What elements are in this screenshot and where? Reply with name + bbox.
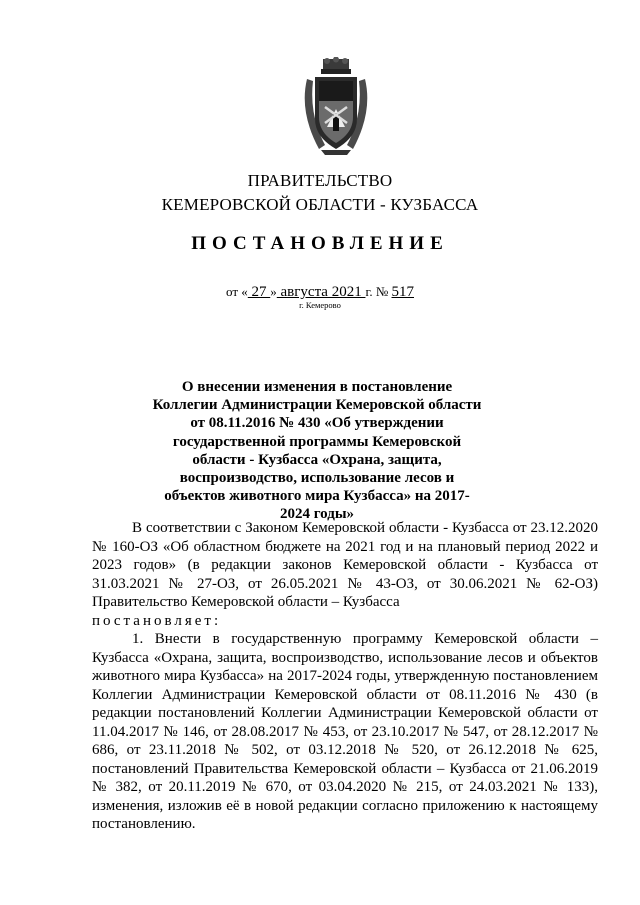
date-month-year: августа 2021 bbox=[276, 284, 366, 300]
document-subject: О внесении изменения в постановление Коллегии Администрации Кемеровской области от 08.11.2016 № 430 «Об утверждении государственной программы Кемеровской области - Кузбасса «Охрана, защита, воспроизводство, использование лесов и объектов животного мира Кузбасса» на 2017-2024 годы» bbox=[152, 379, 482, 523]
government-name-line2: КЕМЕРОВСКОЙ ОБЛАСТИ - КУЗБАССА bbox=[161, 195, 479, 214]
document-number: 517 bbox=[391, 284, 414, 300]
resolves-word: постановляет: bbox=[92, 612, 222, 629]
document-type-title: ПОСТАНОВЛЕНИЕ bbox=[191, 233, 449, 254]
date-quote-close: » bbox=[270, 284, 277, 299]
preamble-paragraph: В соответствии с Законом Кемеровской области - Кузбасса от 23.12.2020 № 160-ОЗ «Об областном бюджете на 2021 год и на плановый период 2022 и 2023 годов» (в редакции законов Кемеровской области - Кузбасса от 31.03.2021 № 27-ОЗ, от 26.05.2021 № 43-ОЗ, от 30.06.2021 № 62-ОЗ) Правительство Кемеровской области – Кузбасса bbox=[92, 520, 598, 610]
document-body bbox=[92, 519, 598, 834]
city-name: г. Кемерово bbox=[299, 300, 341, 310]
government-name-line1: ПРАВИТЕЛЬСТВО bbox=[247, 171, 393, 190]
date-and-number-line bbox=[0, 284, 640, 301]
coat-of-arms-emblem bbox=[297, 57, 375, 157]
item-1-paragraph: 1. Внести в государственную программу Кемеровской области – Кузбасса «Охрана, защита, воспроизводство, использование лесов и объектов животного мира Кузбасса» на 2017-2024 годы, утвержденную постановлением Коллегии Администрации Кемеровской области от 08.11.2016 № 430 (в редакции постановлений Коллегии Администрации Кемеровской области от 11.04.2017 № 146, от 28.08.2017 № 453, от 23.10.2017 № 547, от 28.12.2017 № 686, от 23.11.2018 № 502, от 03.12.2018 № 520, от 26.12.2018 № 625, постановлений Правительства Кемеровской области – Кузбасса от 21.06.2019 № 382, от 20.11.2019 № 670, от 03.04.2020 № 215, от 24.03.2021 № 133), изменения, изложив её в новой редакции согласно приложению к настоящему постановлению. bbox=[92, 631, 598, 832]
date-prefix: от « bbox=[226, 284, 248, 299]
date-year-suffix: г. № bbox=[365, 284, 392, 299]
date-day: 27 bbox=[247, 284, 271, 300]
